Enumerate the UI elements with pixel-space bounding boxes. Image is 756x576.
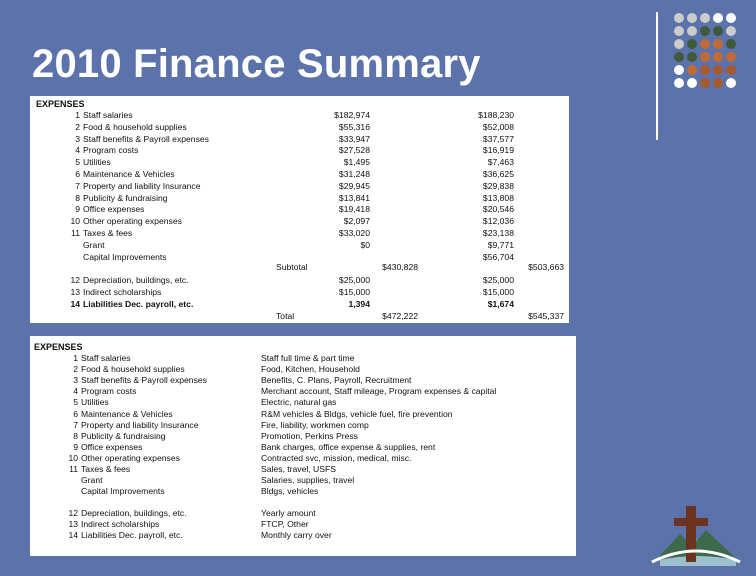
value-2009: $25,000 <box>338 275 370 285</box>
row-label: Capital Improvements <box>83 251 167 262</box>
table-row <box>30 386 576 397</box>
row-label: Staff benefits & Payroll expenses <box>81 375 207 386</box>
row-number: 5 <box>73 397 78 408</box>
subtotal-2010: $503,663 <box>528 262 564 272</box>
table-row <box>30 181 569 192</box>
row-label: Program costs <box>83 145 139 156</box>
row-label: Grant <box>83 239 105 250</box>
value-2009: $29,945 <box>338 180 370 191</box>
row-number: 13 <box>70 286 80 297</box>
table-row <box>30 508 576 519</box>
value-2009: 1,394 <box>348 298 370 309</box>
row-description: Merchant account, Staff mileage, Program expenses & capital <box>261 386 497 397</box>
row-label: Publicity & fundraising <box>83 192 168 203</box>
row-description: Contracted svc, mission, medical, misc. <box>261 452 412 463</box>
row-number: 10 <box>68 452 78 463</box>
total-2009: $472,222 <box>382 311 418 321</box>
decor-dot <box>674 52 684 62</box>
table-row <box>30 169 569 180</box>
table-row <box>30 397 576 408</box>
row-label: Taxes & fees <box>83 228 133 238</box>
row-description: Yearly amount <box>261 508 316 518</box>
decor-dot <box>726 39 736 49</box>
table-row <box>30 240 569 251</box>
value-2010: $29,838 <box>482 180 514 191</box>
row-number: 13 <box>68 519 78 530</box>
decor-dot <box>713 78 723 88</box>
table-row <box>30 122 569 133</box>
table-row <box>30 204 569 215</box>
decor-dot <box>726 65 736 75</box>
value-2009: $19,418 <box>338 204 370 215</box>
value-2009: $33,947 <box>338 133 370 144</box>
total-2010: $545,337 <box>528 311 564 321</box>
row-label: Publicity & fundraising <box>81 430 166 441</box>
table-row <box>30 486 576 497</box>
row-label: Liabilities Dec. payroll, etc. <box>81 530 183 541</box>
value-2009: $1,495 <box>343 157 370 168</box>
table-row <box>30 262 569 273</box>
decor-dot <box>674 39 684 49</box>
row-label: Liabilities Dec. payroll, etc. <box>83 298 194 309</box>
decor-dot <box>726 52 736 62</box>
decor-dot <box>687 65 697 75</box>
decor-dot <box>726 13 736 23</box>
value-2009: $33,020 <box>338 228 370 238</box>
row-number: 5 <box>75 157 80 168</box>
table-row <box>30 299 569 310</box>
decor-dot <box>700 52 710 62</box>
table-row <box>30 193 569 204</box>
table-row <box>30 519 576 530</box>
row-description: Sales, travel, USFS <box>261 464 336 474</box>
row-description: Fire, liability, workmen comp <box>261 419 369 430</box>
table-row <box>30 431 576 442</box>
budget-table-header: EXPENSES <box>36 99 85 109</box>
decor-dot <box>726 26 736 36</box>
row-label: Food & household supplies <box>83 121 187 132</box>
value-2010: $20,546 <box>482 204 514 215</box>
total-label: Total <box>276 311 295 321</box>
table-row <box>30 145 569 156</box>
value-2009: $55,316 <box>338 121 370 132</box>
row-label: Office expenses <box>83 204 145 215</box>
row-description: Monthly carry over <box>261 530 332 541</box>
row-number: 8 <box>73 430 78 441</box>
value-2010: $13,808 <box>482 192 514 203</box>
table-row <box>30 157 569 168</box>
decor-dot <box>713 39 723 49</box>
table-row <box>30 375 576 386</box>
budget-table <box>30 96 569 323</box>
row-label: Property and liability Insurance <box>81 419 199 430</box>
table-row <box>30 464 576 475</box>
row-label: Staff salaries <box>81 353 131 363</box>
value-2010: $7,463 <box>487 157 514 168</box>
value-2010: $12,036 <box>482 216 514 227</box>
decor-dot <box>700 65 710 75</box>
row-label: Food & household supplies <box>81 364 185 375</box>
row-label: Utilities <box>81 397 109 408</box>
row-label: Staff benefits & Payroll expenses <box>83 133 209 144</box>
row-number: 4 <box>75 145 80 156</box>
decor-dot <box>687 13 697 23</box>
row-number: 1 <box>73 353 78 363</box>
row-label: Grant <box>81 475 103 486</box>
row-description: Promotion, Perkins Press <box>261 430 358 441</box>
row-number: 3 <box>73 375 78 386</box>
table-row <box>30 216 569 227</box>
row-label: Staff salaries <box>83 110 133 120</box>
row-label: Program costs <box>81 386 137 397</box>
value-2009: $2,097 <box>343 216 370 227</box>
table-row <box>30 442 576 453</box>
decor-dot <box>713 52 723 62</box>
value-2009: $15,000 <box>338 286 370 297</box>
table-row <box>30 420 576 431</box>
table-row <box>30 287 569 298</box>
table-row <box>30 228 569 239</box>
notes-table <box>30 336 576 556</box>
value-2010: $16,919 <box>482 145 514 156</box>
value-2010: $36,625 <box>482 169 514 179</box>
table-row <box>30 110 569 121</box>
row-description: FTCP, Other <box>261 519 309 530</box>
table-row <box>30 311 569 322</box>
decor-dot <box>700 26 710 36</box>
row-number: 6 <box>73 408 78 419</box>
decor-dot <box>713 26 723 36</box>
row-number: 2 <box>73 364 78 375</box>
value-2010: $188,230 <box>478 110 514 120</box>
value-2009: $31,248 <box>338 169 370 179</box>
table-row <box>30 475 576 486</box>
value-2009: $0 <box>360 239 370 250</box>
decor-dot <box>687 78 697 88</box>
row-description: Benefits, C. Plans, Payroll, Recruitment <box>261 375 412 386</box>
row-number: 9 <box>75 204 80 215</box>
row-label: Indirect scholarships <box>83 286 162 297</box>
row-number: 11 <box>71 228 80 238</box>
decor-dot-grid <box>674 13 736 88</box>
row-label: Depreciation, buildings, etc. <box>81 508 187 518</box>
row-number: 1 <box>75 110 80 120</box>
row-number: 14 <box>68 530 78 541</box>
row-description: Salaries, supplies, travel <box>261 475 355 486</box>
decor-dot <box>700 13 710 23</box>
table-row <box>30 530 576 541</box>
decor-dot <box>726 78 736 88</box>
table-row <box>30 409 576 420</box>
row-number: 12 <box>70 275 80 285</box>
decor-dot <box>674 13 684 23</box>
decor-dot <box>674 65 684 75</box>
decor-dot <box>700 39 710 49</box>
table-row <box>30 453 576 464</box>
row-description: Bldgs, vehicles <box>261 486 319 497</box>
row-description: Food, Kitchen, Household <box>261 364 360 375</box>
table-row <box>30 353 576 364</box>
value-2010: $52,008 <box>482 121 514 132</box>
row-label: Utilities <box>83 157 111 168</box>
decor-dot <box>687 52 697 62</box>
table-row <box>30 364 576 375</box>
row-number: 10 <box>70 216 80 227</box>
row-description: R&M vehicles & Bldgs, vehicle fuel, fire prevention <box>261 408 453 419</box>
row-description: Staff full time & part time <box>261 353 355 363</box>
row-number: 7 <box>75 180 80 191</box>
decor-dot <box>674 26 684 36</box>
value-2009: $182,974 <box>334 110 370 120</box>
row-number: 8 <box>75 192 80 203</box>
row-number: 7 <box>73 419 78 430</box>
decor-vertical-line <box>656 12 658 140</box>
table-row <box>30 134 569 145</box>
row-label: Property and liability Insurance <box>83 180 201 191</box>
table-row <box>30 252 569 263</box>
slide-title: 2010 Finance Summary <box>32 42 481 86</box>
decor-dot <box>713 13 723 23</box>
row-number: 12 <box>68 508 78 518</box>
value-2009: $13,841 <box>338 192 370 203</box>
value-2010: $25,000 <box>482 275 514 285</box>
value-2010: $9,771 <box>487 239 514 250</box>
row-label: Maintenance & Vehicles <box>83 169 175 179</box>
row-label: Indirect scholarships <box>81 519 160 530</box>
row-label: Capital Improvements <box>81 486 165 497</box>
row-number: 14 <box>70 298 80 309</box>
row-label: Depreciation, buildings, etc. <box>83 275 189 285</box>
notes-table-header: EXPENSES <box>34 342 83 352</box>
decor-dot <box>700 78 710 88</box>
value-2010: $37,577 <box>482 133 514 144</box>
subtotal-label: Subtotal <box>276 262 308 272</box>
row-number: 4 <box>73 386 78 397</box>
cross-mountain-logo-icon <box>650 500 742 568</box>
row-number: 9 <box>73 441 78 452</box>
decor-dot <box>674 78 684 88</box>
value-2010: $1,674 <box>487 298 514 309</box>
row-description: Bank charges, office expense & supplies, rent <box>261 441 436 452</box>
value-2010: $23,138 <box>482 228 514 238</box>
value-2010: $15,000 <box>482 286 514 297</box>
row-label: Office expenses <box>81 441 143 452</box>
table-row <box>30 275 569 286</box>
row-number: 2 <box>75 121 80 132</box>
subtotal-2009: $430,828 <box>382 262 418 272</box>
row-label: Other operating expenses <box>83 216 182 227</box>
row-number: 6 <box>75 169 80 179</box>
row-description: Electric, natural gas <box>261 397 337 408</box>
row-number: 3 <box>75 133 80 144</box>
row-label: Other operating expenses <box>81 452 180 463</box>
decor-dot <box>687 26 697 36</box>
value-2009: $27,528 <box>338 145 370 156</box>
row-label: Maintenance & Vehicles <box>81 408 173 419</box>
decor-dot <box>713 65 723 75</box>
row-label: Taxes & fees <box>81 464 131 474</box>
value-2010: $56,704 <box>482 251 514 262</box>
decor-dot <box>687 39 697 49</box>
row-number: 11 <box>69 464 78 474</box>
